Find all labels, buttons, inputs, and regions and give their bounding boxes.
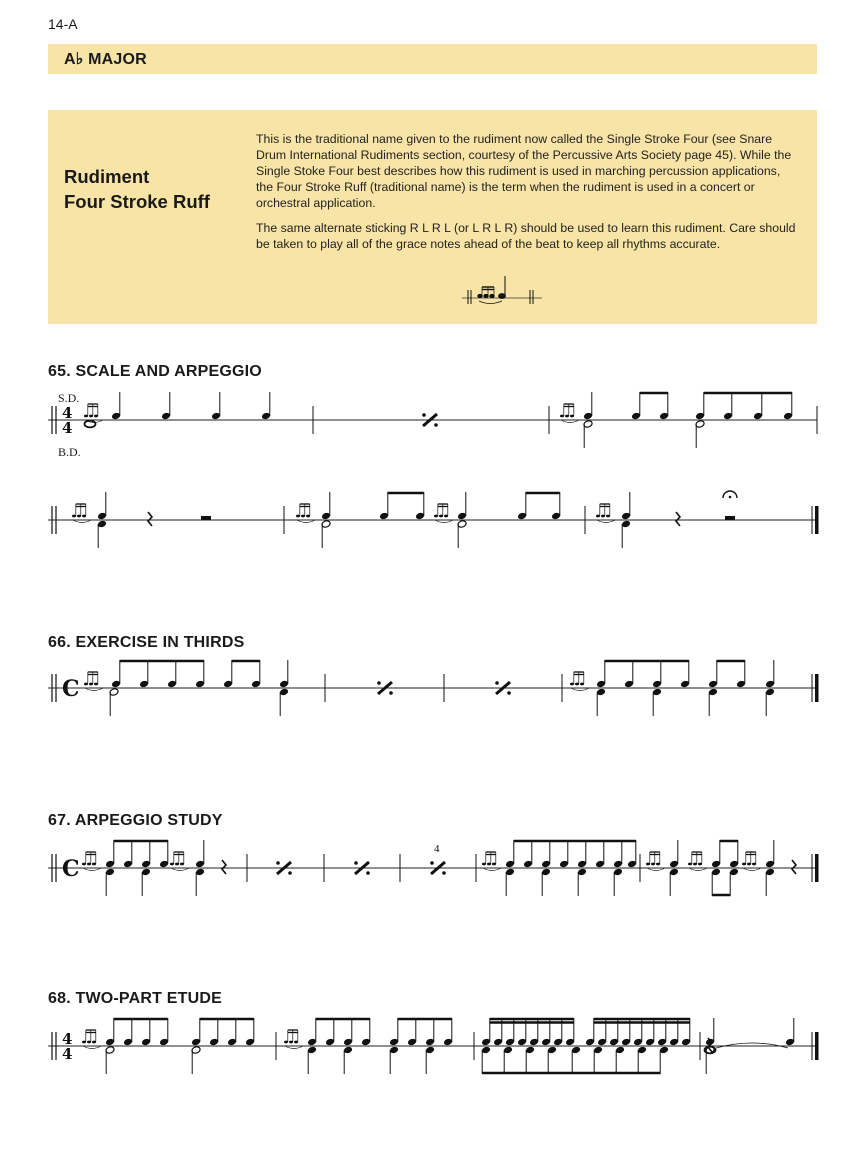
grace-note [82, 863, 86, 866]
grace-note [606, 515, 610, 518]
time-signature-top: 4 [62, 404, 73, 422]
rudiment-description [256, 131, 796, 261]
grace-note [570, 683, 574, 686]
exercise-65-staff-2 [0, 490, 864, 570]
grace-note [92, 863, 96, 866]
exercise-65-staff-1 [0, 390, 864, 470]
measure-repeat-dot [377, 681, 381, 685]
grace-note [434, 515, 438, 518]
rudiment-box [48, 110, 817, 324]
grace-note [601, 515, 605, 518]
exercise-66-title: 66. EXERCISE IN THIRDS [48, 634, 245, 651]
exercise-67-title: 67. ARPEGGIO STUDY [48, 812, 223, 829]
common-time-signature: C [62, 676, 80, 702]
grace-note [87, 1041, 91, 1044]
grace-note [651, 863, 655, 866]
rudiment-heading [64, 164, 210, 214]
rudiment-title-line2: Four Stroke Ruff [64, 191, 210, 212]
rudiment-paragraph-1: This is the traditional name given to the rudiment now called the Single Stroke Four (see Snare Drum International Rudiments section, courtesy of the Percussive Arts Society page 45). While the Single Stoke Four best describes how this rudiment is used in marching percussion applications, the Four Stroke Ruff (traditional name) is the term when the rudiment is used in a concert or orchestral application. [256, 132, 792, 210]
measure-repeat-dot [288, 871, 292, 875]
grace-note [175, 863, 179, 866]
exercise-65-title: 65. SCALE AND ARPEGGIO [48, 363, 262, 380]
grace-note [87, 863, 91, 866]
grace-note [84, 415, 88, 418]
grace-note [289, 1041, 293, 1044]
exercise-66-staff [0, 658, 864, 738]
measure-repeat-dot [422, 413, 426, 417]
quarter-rest [222, 860, 226, 874]
grace-note [180, 863, 184, 866]
grace-note [306, 515, 310, 518]
measure-repeat-dot [434, 423, 438, 427]
common-time-signature: C [62, 856, 80, 882]
grace-note [487, 863, 491, 866]
final-barline [815, 854, 819, 882]
quarter-rest [148, 512, 152, 526]
exercise-68-staff [0, 1016, 864, 1096]
grace-note [94, 683, 98, 686]
grace-note [482, 863, 486, 866]
grace-note [301, 515, 305, 518]
rudiment-title-line1: Rudiment [64, 166, 150, 187]
grace-note [294, 1041, 298, 1044]
grace-note [82, 515, 86, 518]
grace-note [570, 415, 574, 418]
bass-drum-label: B.D. [58, 445, 81, 459]
grace-note [492, 863, 496, 866]
grace-note [580, 683, 584, 686]
grace-note [89, 683, 93, 686]
grace-note [752, 863, 756, 866]
grace-note [82, 1041, 86, 1044]
exercise-68-title: 68. TWO-PART ETUDE [48, 990, 222, 1007]
grace-note [698, 863, 702, 866]
whole-note [85, 421, 96, 428]
final-barline [815, 1032, 819, 1060]
grace-note [596, 515, 600, 518]
fermata [729, 496, 732, 499]
measure-repeat-dot [366, 871, 370, 875]
grace-note [646, 863, 650, 866]
grace-note [72, 515, 76, 518]
grace-note [742, 863, 746, 866]
measure-repeat-dot [389, 691, 393, 695]
final-barline [815, 674, 819, 702]
grace-note [693, 863, 697, 866]
exercise-67-staff [0, 838, 864, 918]
half-rest [201, 516, 211, 520]
measure-repeat-dot [442, 871, 446, 875]
grace-note [747, 863, 751, 866]
snare-drum-label: S.D. [58, 391, 80, 405]
time-signature-bottom: 4 [62, 1045, 73, 1063]
grace-note [439, 515, 443, 518]
rudiment-notation [462, 268, 542, 308]
grace-note [170, 863, 174, 866]
grace-note [575, 683, 579, 686]
page-number: 14-A [48, 16, 78, 32]
half-rest [725, 516, 735, 520]
measure-repeat-dot [354, 861, 358, 865]
grace-note [89, 415, 93, 418]
time-signature-top: 4 [62, 1030, 73, 1048]
measure-repeat-dot [276, 861, 280, 865]
time-signature-bottom: 4 [62, 419, 73, 437]
grace-note [444, 515, 448, 518]
grace-note [296, 515, 300, 518]
quarter-rest [792, 860, 796, 874]
grace-note [656, 863, 660, 866]
grace-note [565, 415, 569, 418]
measure-repeat-dot [507, 691, 511, 695]
grace-note [560, 415, 564, 418]
key-title-bar [48, 44, 817, 74]
grace-note [77, 515, 81, 518]
measure-number: 4 [434, 843, 440, 855]
key-title: A♭ MAJOR [64, 51, 147, 68]
quarter-rest [676, 512, 680, 526]
grace-note [688, 863, 692, 866]
measure-repeat-dot [430, 861, 434, 865]
grace-note [84, 683, 88, 686]
grace-note [284, 1041, 288, 1044]
rudiment-paragraph-2: The same alternate sticking R L R L (or L R L R) should be used to learn this rudiment. Care should be taken to play all of the grace notes ahead of the beat to keep all rhythms accurate. [256, 221, 796, 251]
grace-note [92, 1041, 96, 1044]
final-barline [815, 506, 819, 534]
grace-note [94, 415, 98, 418]
measure-repeat-dot [495, 681, 499, 685]
